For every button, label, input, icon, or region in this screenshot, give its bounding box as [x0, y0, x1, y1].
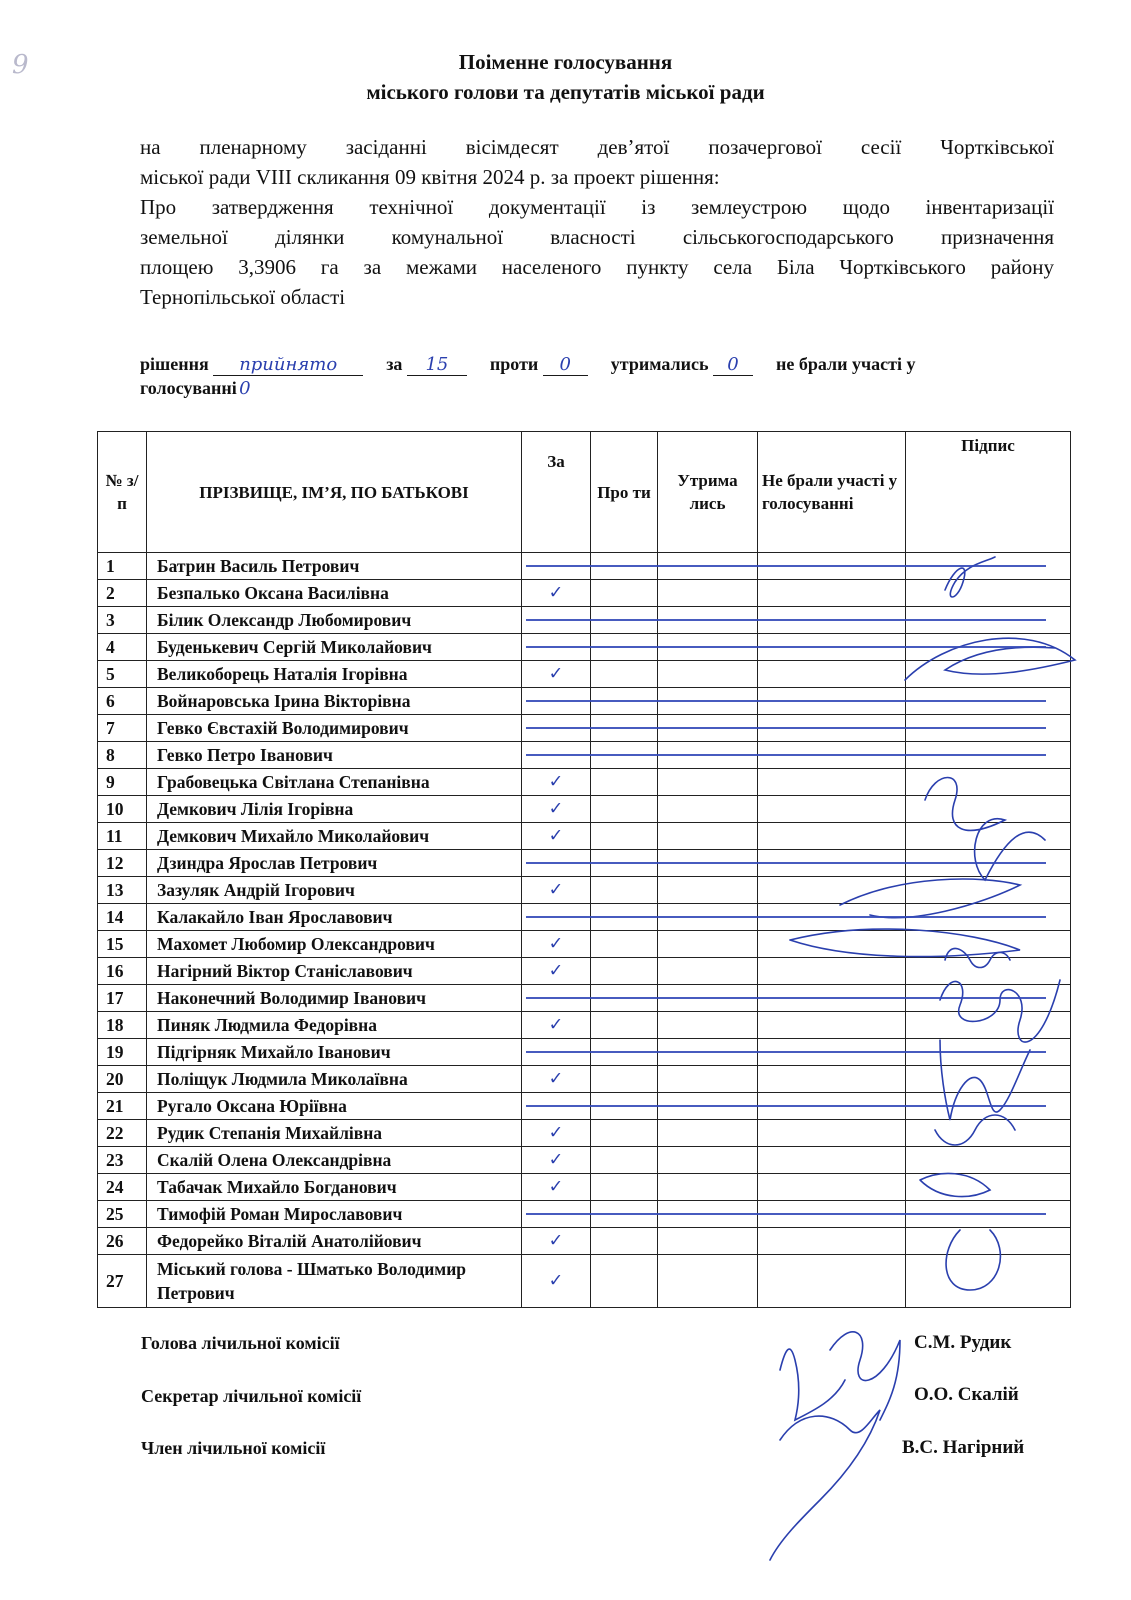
row-vote-absent — [758, 1066, 906, 1093]
row-vote-for: ✓ — [522, 1228, 591, 1255]
decision-value: прийнято — [213, 355, 363, 376]
row-vote-for: ✓ — [522, 1147, 591, 1174]
row-full-name: Нагірний Віктор Станіславович — [147, 958, 522, 985]
row-vote-absent — [758, 661, 906, 688]
row-signature — [906, 931, 1071, 958]
row-vote-abstained — [658, 1255, 758, 1308]
strike-through-line — [526, 646, 1046, 648]
row-vote-for: ✓ — [522, 1174, 591, 1201]
row-vote-against — [591, 580, 658, 607]
vote-result-summary — [140, 352, 1054, 400]
row-vote-against — [591, 1012, 658, 1039]
row-full-name: Ругало Оксана Юріївна — [147, 1093, 522, 1120]
row-full-name: Гевко Євстахій Володимирович — [147, 715, 522, 742]
row-full-name: Демкович Лілія Ігорівна — [147, 796, 522, 823]
row-vote-abstained — [658, 877, 758, 904]
row-vote-against — [591, 1228, 658, 1255]
row-number: 15 — [98, 931, 147, 958]
row-vote-against — [591, 1174, 658, 1201]
strike-through-line — [526, 565, 1046, 567]
table-row — [98, 1174, 1071, 1201]
strike-through-line — [526, 1051, 1046, 1053]
table-row — [98, 1255, 1071, 1308]
strike-through-line — [526, 862, 1046, 864]
row-number: 25 — [98, 1201, 147, 1228]
row-vote-for: ✓ — [522, 1066, 591, 1093]
row-vote-against — [591, 877, 658, 904]
row-signature — [906, 1012, 1071, 1039]
row-number: 6 — [98, 688, 147, 715]
row-vote-absent — [758, 1012, 906, 1039]
row-full-name: Безпалько Оксана Василівна — [147, 580, 522, 607]
row-full-name: Великоборець Наталія Ігорівна — [147, 661, 522, 688]
row-vote-for: ✓ — [522, 1012, 591, 1039]
secretary-name: О.О. Скалій — [914, 1384, 1019, 1405]
absent-count: 0 — [239, 378, 251, 399]
row-vote-for: ✓ — [522, 580, 591, 607]
row-number: 23 — [98, 1147, 147, 1174]
intro-line: на пленарному засіданні вісімдесят дев’ятої позачергової сесії Чортківської — [140, 135, 1054, 159]
header-number: № з/п — [98, 432, 147, 553]
row-full-name: Тимофій Роман Мирославович — [147, 1201, 522, 1228]
header-absent: Не брали участі у голосуванні — [758, 432, 906, 553]
header-full-name: ПРІЗВИЩЕ, ІМ’Я, ПО БАТЬКОВІ — [147, 432, 522, 553]
row-number: 26 — [98, 1228, 147, 1255]
session-description — [140, 132, 1054, 312]
row-number: 19 — [98, 1039, 147, 1066]
strike-through-line — [526, 1213, 1046, 1215]
row-full-name: Білик Олександр Любомирович — [147, 607, 522, 634]
row-full-name: Підгірняк Михайло Іванович — [147, 1039, 522, 1066]
row-vote-abstained — [658, 823, 758, 850]
row-signature — [906, 1174, 1071, 1201]
chair-name: С.М. Рудик — [914, 1332, 1012, 1353]
row-number: 11 — [98, 823, 147, 850]
row-full-name: Рудик Степанія Михайлівна — [147, 1120, 522, 1147]
table-row — [98, 877, 1071, 904]
header-for: За — [522, 432, 591, 553]
row-number: 10 — [98, 796, 147, 823]
row-vote-absent — [758, 823, 906, 850]
row-vote-for: ✓ — [522, 661, 591, 688]
margin-page-mark: 9 — [12, 50, 29, 80]
signature-mark — [830, 1332, 900, 1420]
absent-label: не брали участі у — [776, 354, 916, 374]
strike-through-line — [526, 700, 1046, 702]
row-signature — [906, 796, 1071, 823]
table-body — [98, 553, 1071, 1308]
table-row — [98, 958, 1071, 985]
row-signature — [906, 661, 1071, 688]
row-number: 8 — [98, 742, 147, 769]
table-row — [98, 1120, 1071, 1147]
row-number: 4 — [98, 634, 147, 661]
row-number: 3 — [98, 607, 147, 634]
table-row — [98, 769, 1071, 796]
table-row — [98, 931, 1071, 958]
intro-line: земельної ділянки комунальної власності сільськогосподарського призначення — [140, 225, 1054, 249]
row-full-name: Махомет Любомир Олександрович — [147, 931, 522, 958]
secretary-role: Секретар лічильної комісії — [141, 1386, 362, 1406]
row-vote-against — [591, 1147, 658, 1174]
row-vote-for: ✓ — [522, 958, 591, 985]
row-vote-abstained — [658, 1147, 758, 1174]
row-vote-abstained — [658, 958, 758, 985]
row-vote-against — [591, 769, 658, 796]
row-number: 12 — [98, 850, 147, 877]
row-full-name: Калакайло Іван Ярославович — [147, 904, 522, 931]
row-full-name: Зазуляк Андрій Ігорович — [147, 877, 522, 904]
row-vote-against — [591, 1120, 658, 1147]
row-number: 5 — [98, 661, 147, 688]
row-signature — [906, 823, 1071, 850]
row-full-name: Батрин Василь Петрович — [147, 553, 522, 580]
decision-label: рішення — [140, 354, 209, 374]
strike-through-line — [526, 916, 1046, 918]
row-vote-for: ✓ — [522, 1255, 591, 1308]
row-vote-absent — [758, 1174, 906, 1201]
row-vote-absent — [758, 1147, 906, 1174]
row-vote-for: ✓ — [522, 931, 591, 958]
row-vote-abstained — [658, 661, 758, 688]
row-full-name: Буденькевич Сергій Миколайович — [147, 634, 522, 661]
for-count: 15 — [407, 355, 467, 376]
row-vote-against — [591, 823, 658, 850]
strike-through-line — [526, 997, 1046, 999]
table-row — [98, 661, 1071, 688]
table-row — [98, 580, 1071, 607]
row-vote-abstained — [658, 931, 758, 958]
table-row — [98, 1066, 1071, 1093]
row-vote-for: ✓ — [522, 877, 591, 904]
row-vote-against — [591, 958, 658, 985]
row-full-name: Демкович Михайло Миколайович — [147, 823, 522, 850]
row-number: 7 — [98, 715, 147, 742]
row-vote-for: ✓ — [522, 823, 591, 850]
strike-through-line — [526, 754, 1046, 756]
row-number: 24 — [98, 1174, 147, 1201]
row-full-name: Дзиндра Ярослав Петрович — [147, 850, 522, 877]
row-vote-abstained — [658, 1228, 758, 1255]
row-number: 21 — [98, 1093, 147, 1120]
table-row — [98, 1228, 1071, 1255]
row-full-name: Войнаровська Ірина Вікторівна — [147, 688, 522, 715]
row-vote-abstained — [658, 796, 758, 823]
row-number: 16 — [98, 958, 147, 985]
intro-line: Про затвердження технічної документації із землеустрою щодо інвентаризації — [140, 195, 1054, 219]
strike-through-line — [526, 727, 1046, 729]
row-signature — [906, 1066, 1071, 1093]
table-row — [98, 1012, 1071, 1039]
row-number: 13 — [98, 877, 147, 904]
chair-role: Голова лічильної комісії — [141, 1333, 340, 1353]
row-vote-absent — [758, 796, 906, 823]
row-vote-absent — [758, 580, 906, 607]
row-number: 9 — [98, 769, 147, 796]
abstained-label: утримались — [610, 354, 709, 374]
row-number: 14 — [98, 904, 147, 931]
against-count: 0 — [543, 355, 588, 376]
row-number: 17 — [98, 985, 147, 1012]
row-vote-absent — [758, 1255, 906, 1308]
row-number: 1 — [98, 553, 147, 580]
row-number: 22 — [98, 1120, 147, 1147]
row-full-name: Гевко Петро Іванович — [147, 742, 522, 769]
strike-through-line — [526, 619, 1046, 621]
row-signature — [906, 1120, 1071, 1147]
table-row — [98, 823, 1071, 850]
row-full-name: Табачак Михайло Богданович — [147, 1174, 522, 1201]
row-signature — [906, 877, 1071, 904]
row-signature — [906, 958, 1071, 985]
row-number: 2 — [98, 580, 147, 607]
signature-mark — [780, 1349, 845, 1420]
row-vote-abstained — [658, 1120, 758, 1147]
row-vote-absent — [758, 1228, 906, 1255]
member-role: Член лічильної комісії — [141, 1438, 326, 1458]
row-vote-absent — [758, 958, 906, 985]
header-abstained: Утрима лись — [658, 432, 758, 553]
row-vote-absent — [758, 1120, 906, 1147]
row-full-name: Наконечний Володимир Іванович — [147, 985, 522, 1012]
strike-through-line — [526, 1105, 1046, 1107]
row-full-name: Міський голова - Шматько Володимир Петрович — [147, 1255, 522, 1308]
row-vote-abstained — [658, 769, 758, 796]
member-name: В.С. Нагірний — [902, 1437, 1025, 1458]
table-row — [98, 796, 1071, 823]
row-full-name: Федорейко Віталій Анатолійович — [147, 1228, 522, 1255]
row-number: 18 — [98, 1012, 147, 1039]
header-signature: Підпис — [906, 432, 1071, 553]
row-number: 27 — [98, 1255, 147, 1308]
row-signature — [906, 1147, 1071, 1174]
table-row — [98, 1147, 1071, 1174]
row-vote-for: ✓ — [522, 769, 591, 796]
roll-call-table — [97, 431, 1071, 1308]
for-label: за — [386, 354, 403, 374]
row-vote-for: ✓ — [522, 1120, 591, 1147]
row-vote-absent — [758, 931, 906, 958]
row-vote-absent — [758, 769, 906, 796]
row-vote-abstained — [658, 580, 758, 607]
header-against: Про ти — [591, 432, 658, 553]
signature-mark — [770, 1410, 880, 1560]
absent-label-cont: голосуванні — [140, 378, 237, 398]
row-vote-abstained — [658, 1174, 758, 1201]
abstained-count: 0 — [713, 355, 753, 376]
row-vote-against — [591, 796, 658, 823]
row-number: 20 — [98, 1066, 147, 1093]
row-signature — [906, 1255, 1071, 1308]
row-vote-absent — [758, 877, 906, 904]
row-full-name: Пиняк Людмила Федорівна — [147, 1012, 522, 1039]
row-vote-abstained — [658, 1066, 758, 1093]
row-signature — [906, 580, 1071, 607]
row-vote-against — [591, 661, 658, 688]
row-full-name: Скалій Олена Олександрівна — [147, 1147, 522, 1174]
row-vote-against — [591, 1255, 658, 1308]
intro-line: Тернопільської області — [140, 285, 346, 309]
row-vote-against — [591, 931, 658, 958]
row-full-name: Грабовецька Світлана Степанівна — [147, 769, 522, 796]
row-signature — [906, 769, 1071, 796]
against-label: проти — [489, 354, 539, 374]
intro-line: площею 3,3906 га за межами населеного пункту села Біла Чортківського району — [140, 255, 1054, 279]
row-vote-against — [591, 1066, 658, 1093]
row-vote-abstained — [658, 1012, 758, 1039]
intro-line: міської ради VIII скликання 09 квітня 2024 р. за проект рішення: — [140, 165, 720, 189]
document-subtitle: міського голови та депутатів міської ради — [366, 80, 765, 104]
document-title: Поіменне голосування — [458, 50, 673, 74]
row-vote-for: ✓ — [522, 796, 591, 823]
row-full-name: Поліщук Людмила Миколаївна — [147, 1066, 522, 1093]
row-signature — [906, 1228, 1071, 1255]
